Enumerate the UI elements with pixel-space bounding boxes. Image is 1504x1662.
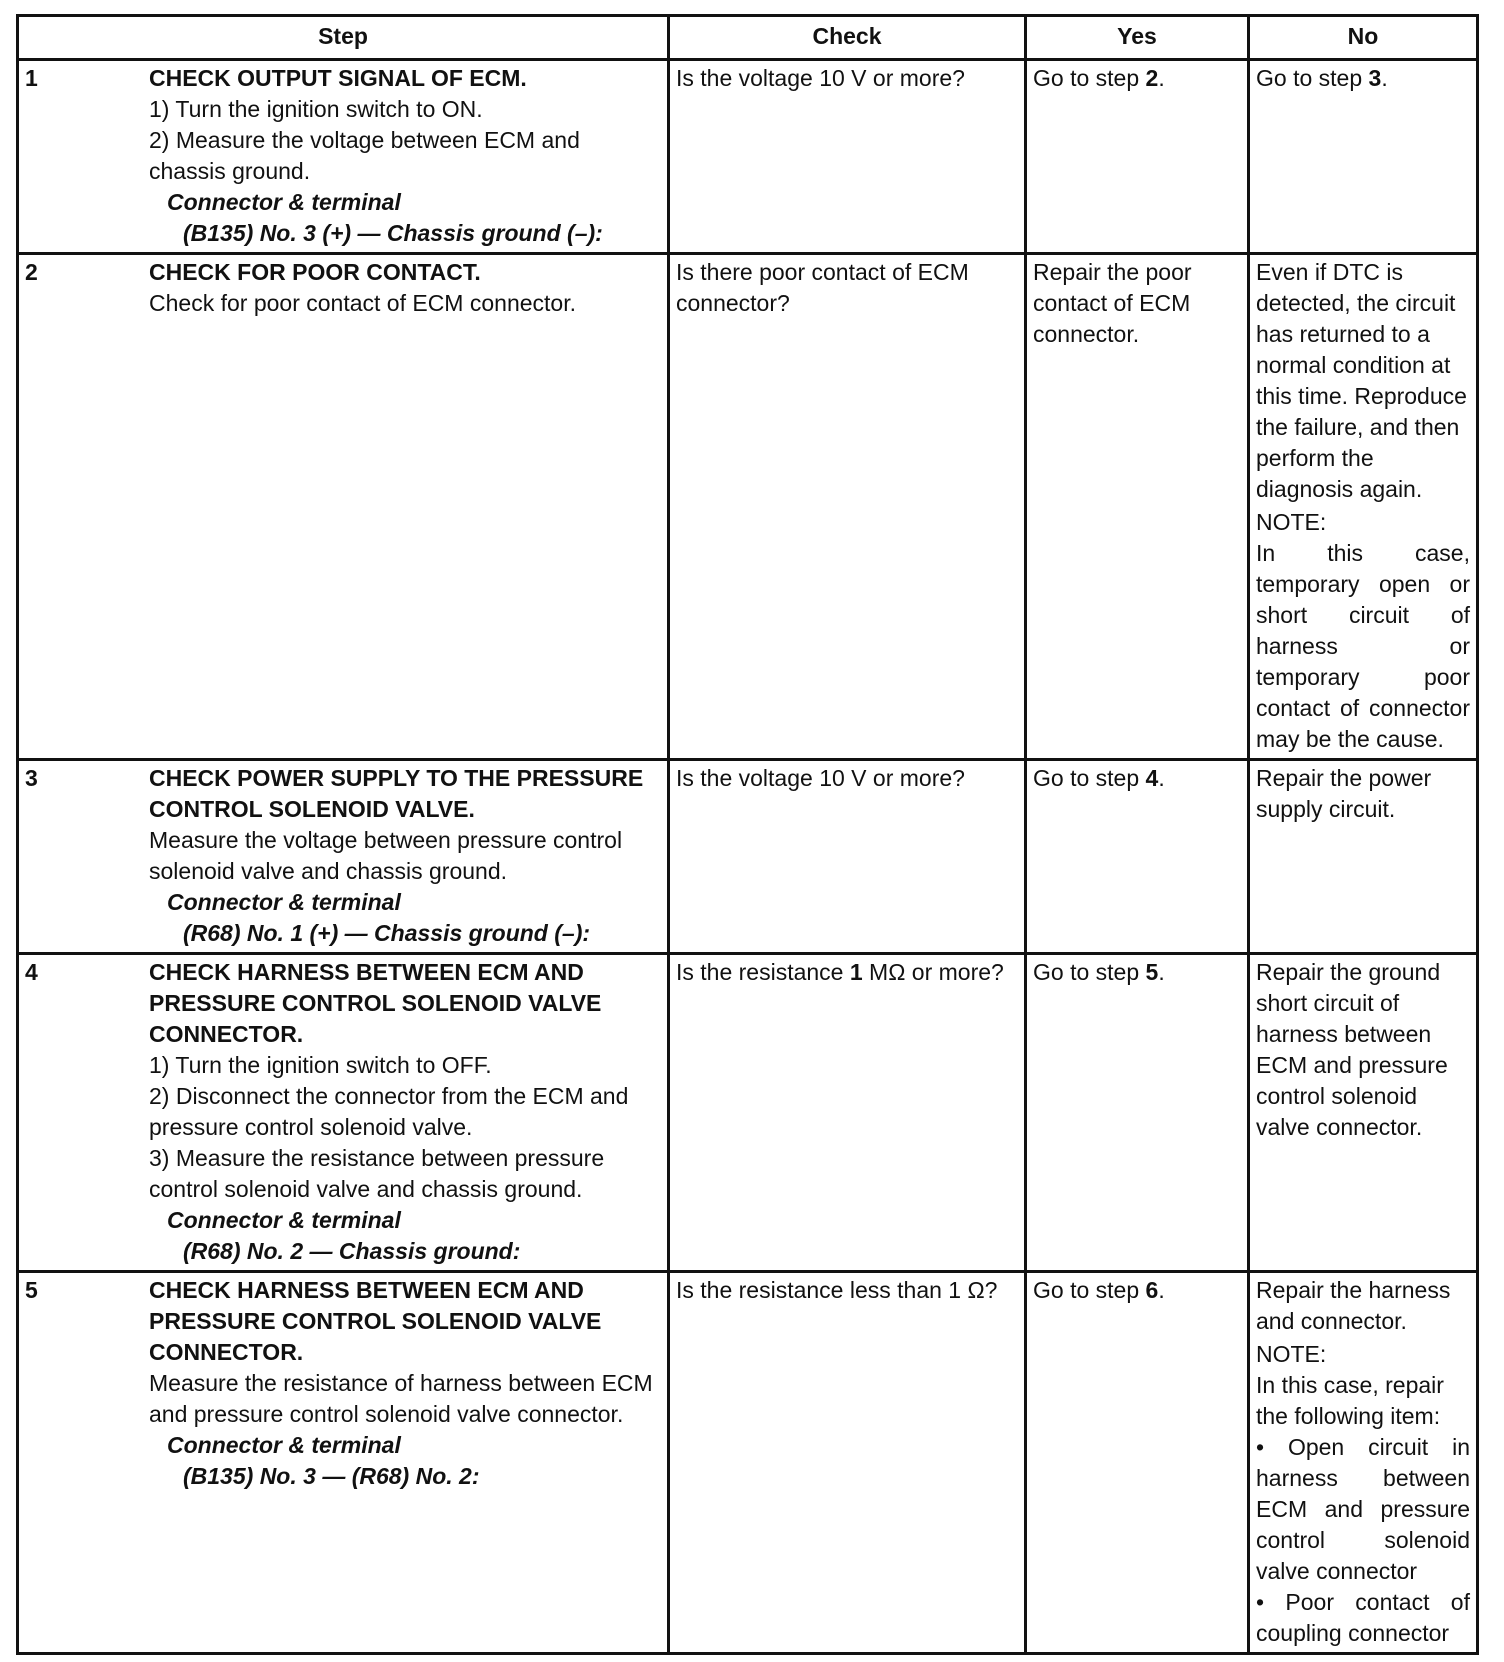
step-title: CHECK POWER SUPPLY TO THE PRESSURE CONTROL SOLENOID VALVE. [149, 765, 644, 822]
no-cell: Repair the ground short circuit of harness between ECM and pressure control solenoid valve connector. [1249, 954, 1478, 1272]
connector-label: Connector & terminal [167, 1207, 401, 1233]
check-cell: Is the voltage 10 V or more? [669, 760, 1026, 954]
check-cell: Is the resistance less than 1 Ω? [669, 1272, 1026, 1654]
step-instruction: 1) Turn the ignition switch to ON. [149, 96, 483, 122]
step-number: 1 [25, 65, 38, 91]
table-row [18, 1272, 1478, 1654]
no-step-link: 3 [1368, 65, 1382, 91]
step-cell [18, 954, 669, 1272]
check-cell [669, 954, 1026, 1272]
note-bullet: • Open circuit in harness between ECM and pressure control solenoid valve connector [1256, 1434, 1470, 1584]
step-number: 5 [25, 1277, 38, 1303]
yes-text: Go to step [1033, 765, 1146, 791]
step-cell [18, 254, 669, 760]
note-text: In this case, temporary open or short circuit of harness or temporary poor contact of connector may be the cause. [1256, 540, 1470, 752]
step-number: 2 [25, 259, 38, 285]
yes-step-link: 6 [1145, 1277, 1159, 1303]
step-instruction: Check for poor contact of ECM connector. [149, 290, 576, 316]
step-cell [18, 60, 669, 254]
yes-step-link: 4 [1145, 765, 1159, 791]
connector-label: Connector & terminal [167, 189, 401, 215]
no-text: Repair the harness and connector. [1256, 1277, 1451, 1334]
table-row [18, 954, 1478, 1272]
step-title: CHECK HARNESS BETWEEN ECM AND PRESSURE CONTROL SOLENOID VALVE CONNECTOR. [149, 959, 602, 1047]
check-suffix: MΩ or more? [862, 959, 1004, 985]
step-instruction: 2) Measure the voltage between ECM and chassis ground. [149, 127, 580, 184]
step-instruction: 1) Turn the ignition switch to OFF. [149, 1052, 492, 1078]
note-text: In this case, repair the following item: [1256, 1372, 1444, 1429]
step-title: CHECK FOR POOR CONTACT. [149, 259, 481, 285]
yes-suffix: . [1158, 765, 1165, 791]
no-cell: Repair the power supply circuit. [1249, 760, 1478, 954]
yes-text: Go to step [1033, 65, 1146, 91]
diagnostic-table [16, 14, 1479, 1655]
no-suffix: . [1381, 65, 1388, 91]
step-number: 3 [25, 765, 38, 791]
yes-step-link: 2 [1145, 65, 1159, 91]
table-row [18, 760, 1478, 954]
connector-value: (B135) No. 3 — (R68) No. 2: [183, 1463, 480, 1489]
check-cell: Is the voltage 10 V or more? [669, 60, 1026, 254]
step-instruction: 2) Disconnect the connector from the ECM and pressure control solenoid valve. [149, 1083, 629, 1140]
header-no: No [1249, 16, 1478, 60]
step-cell [18, 760, 669, 954]
yes-text: Go to step [1033, 959, 1146, 985]
step-instruction: Measure the resistance of harness between ECM and pressure control solenoid valve connector. [149, 1370, 653, 1427]
header-yes: Yes [1026, 16, 1249, 60]
step-number: 4 [25, 959, 38, 985]
yes-cell [1026, 954, 1249, 1272]
yes-cell [1026, 760, 1249, 954]
yes-cell: Repair the poor contact of ECM connector. [1026, 254, 1249, 760]
connector-value: (B135) No. 3 (+) — Chassis ground (–): [183, 220, 603, 246]
step-title: CHECK HARNESS BETWEEN ECM AND PRESSURE CONTROL SOLENOID VALVE CONNECTOR. [149, 1277, 602, 1365]
table-row [18, 254, 1478, 760]
no-cell [1249, 60, 1478, 254]
header-row [18, 16, 1478, 60]
table-row [18, 60, 1478, 254]
yes-step-link: 5 [1145, 959, 1159, 985]
yes-suffix: . [1158, 1277, 1165, 1303]
step-instruction: 3) Measure the resistance between pressure control solenoid valve and chassis ground. [149, 1145, 605, 1202]
header-check: Check [669, 16, 1026, 60]
no-cell [1249, 254, 1478, 760]
check-value: 1 [849, 959, 863, 985]
step-cell [18, 1272, 669, 1654]
no-text: Go to step [1256, 65, 1369, 91]
step-instruction: Measure the voltage between pressure control solenoid valve and chassis ground. [149, 827, 623, 884]
connector-label: Connector & terminal [167, 889, 401, 915]
yes-cell [1026, 60, 1249, 254]
header-step: Step [18, 16, 669, 60]
check-cell: Is there poor contact of ECM connector? [669, 254, 1026, 760]
no-cell [1249, 1272, 1478, 1654]
yes-cell [1026, 1272, 1249, 1654]
yes-suffix: . [1158, 65, 1165, 91]
step-title: CHECK OUTPUT SIGNAL OF ECM. [149, 65, 527, 91]
note-heading: NOTE: [1256, 1341, 1327, 1367]
no-text: Even if DTC is detected, the circuit has returned to a normal condition at this time. Reproduce the failure, and then perform the diagnosis again. [1256, 259, 1467, 502]
connector-value: (R68) No. 1 (+) — Chassis ground (–): [183, 920, 591, 946]
check-text: Is the resistance [676, 959, 850, 985]
note-heading: NOTE: [1256, 509, 1327, 535]
yes-text: Go to step [1033, 1277, 1146, 1303]
connector-value: (R68) No. 2 — Chassis ground: [183, 1238, 521, 1264]
yes-suffix: . [1158, 959, 1165, 985]
connector-label: Connector & terminal [167, 1432, 401, 1458]
note-bullet: • Poor contact of coupling connector [1256, 1589, 1470, 1646]
